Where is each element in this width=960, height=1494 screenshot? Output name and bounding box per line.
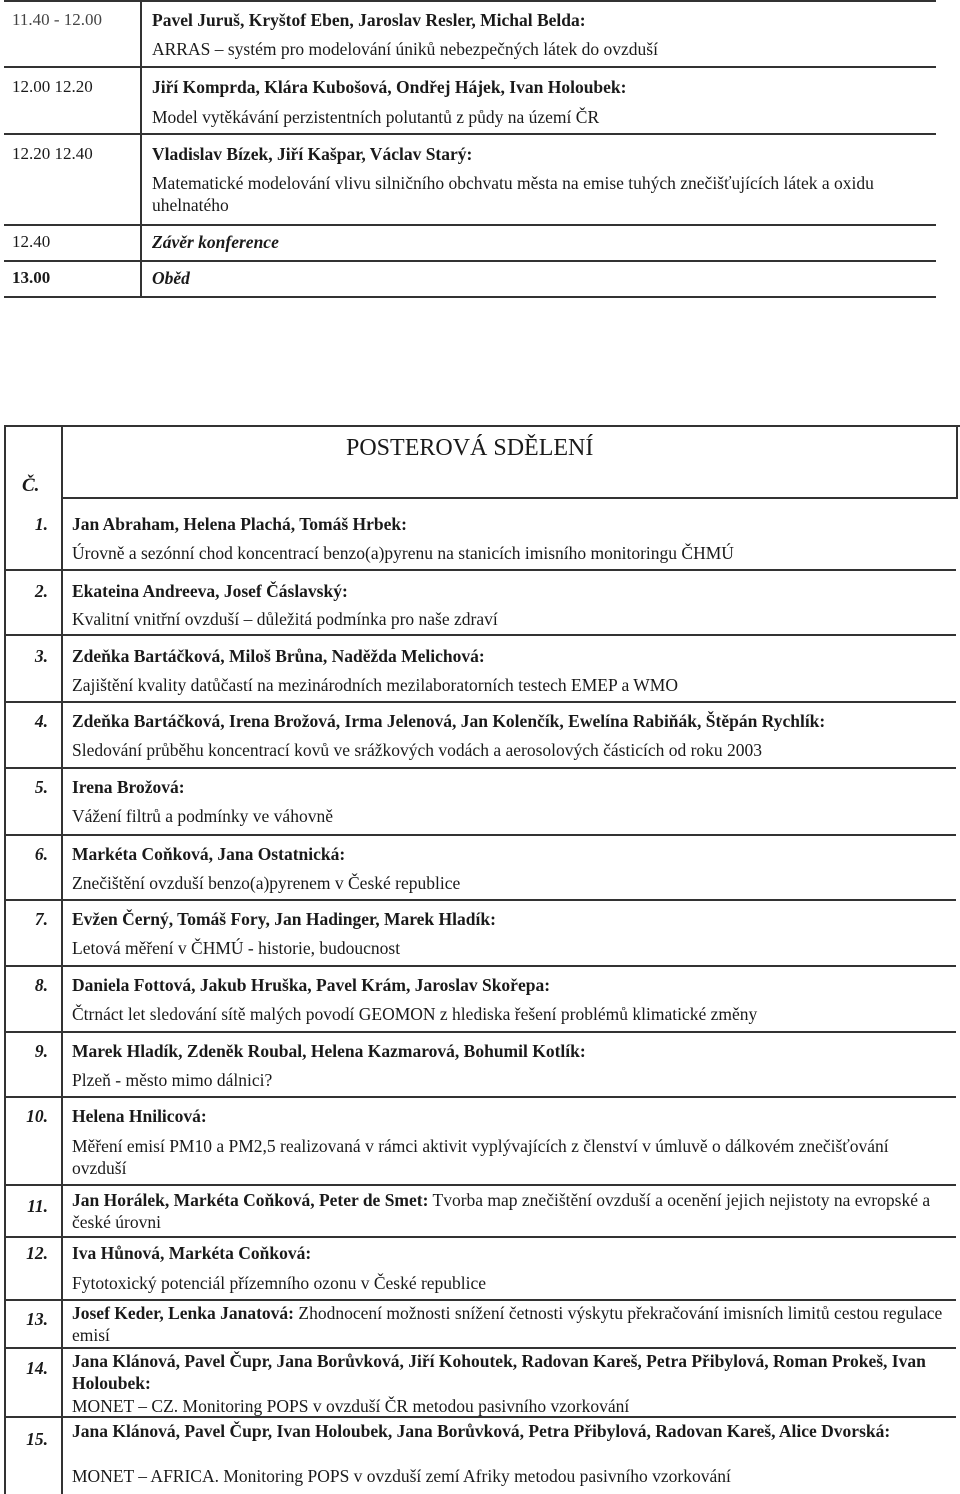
number-header: Č. <box>22 475 40 496</box>
poster-section-title: POSTEROVÁ SDĚLENÍ <box>346 435 594 461</box>
divider <box>4 260 936 262</box>
divider <box>4 66 936 68</box>
poster-title: Úrovně a sezónní chod koncentrací benzo(a)pyrenu na stanicích imisního monitoringu ČHMÚ <box>72 543 734 563</box>
poster-title: MONET – AFRICA. Monitoring POPS v ovzduší zemí Afriky metodou pasivního vzorkování <box>72 1466 731 1486</box>
poster-number: 15. <box>26 1429 48 1449</box>
poster-number: 12. <box>26 1243 48 1263</box>
column-divider <box>140 0 142 298</box>
poster-title: Zhodnocení možnosti snížení četnosti výskytu překračování imisních limitů cestou regulace emisí <box>72 1303 943 1345</box>
poster-title: Zajištění kvality datůčastí na mezinárodních mezilaboratorních testech EMEP a WMO <box>72 675 678 695</box>
poster-title: Vážení filtrů a podmínky ve váhovně <box>72 806 333 826</box>
poster-title: Letová měření v ČHMÚ - historie, budoucnost <box>72 938 401 958</box>
divider <box>4 224 936 226</box>
poster-authors: Evžen Černý, Tomáš Fory, Jan Hadinger, Marek Hladík: <box>72 909 496 929</box>
poster-authors: Ekateina Andreeva, Josef Čáslavský: <box>72 581 348 601</box>
poster-number: 4. <box>34 711 48 731</box>
divider <box>6 1031 956 1033</box>
program-authors: Jiří Komprda, Klára Kubošová, Ondřej Hájek, Ivan Holoubek: <box>152 77 627 97</box>
table-border-right <box>956 425 958 497</box>
divider <box>4 425 960 427</box>
poster-title: Plzeň - město mimo dálnici? <box>72 1070 273 1090</box>
program-title: Model vytěkávání perzistentních polutantů z půdy na území ČR <box>152 107 600 127</box>
program-label: Oběd <box>152 268 190 288</box>
divider <box>61 497 958 499</box>
poster-authors: Irena Brožová: <box>72 777 185 797</box>
divider <box>6 1347 956 1349</box>
program-label: Závěr konference <box>152 232 279 252</box>
poster-number: 5. <box>34 777 48 797</box>
poster-number: 2. <box>34 581 48 601</box>
poster-entry <box>72 1302 948 1346</box>
poster-title: Sledování průběhu koncentrací kovů ve srážkových vodách a aerosolových částicích od roku 2003 <box>72 740 763 760</box>
poster-number: 8. <box>34 975 48 995</box>
divider <box>4 0 936 2</box>
divider <box>6 1096 956 1098</box>
program-title: ARRAS – systém pro modelování úniků nebezpečných látek do ovzduší <box>152 39 658 59</box>
divider <box>6 899 956 901</box>
column-divider <box>61 425 63 1494</box>
divider <box>6 1236 956 1238</box>
poster-title: Měření emisí PM10 a PM2,5 realizovaná v rámci aktivit vyplývajících z členství v úmluvě o dálkovém znečišťování ovzduší <box>72 1136 889 1178</box>
poster-title: Čtrnáct let sledování sítě malých povodí GEOMON z hlediska řešení problémů klimatické změny <box>72 1004 758 1024</box>
divider <box>6 834 956 836</box>
poster-authors: Helena Hnilicová: <box>72 1106 207 1126</box>
poster-number: 6. <box>34 844 48 864</box>
poster-authors: Jan Horálek, Markéta Coňková, Peter de Smet: <box>72 1190 429 1210</box>
poster-title: MONET – CZ. Monitoring POPS v ovzduší ČR metodou pasivního vzorkování <box>72 1396 630 1416</box>
poster-authors: Josef Keder, Lenka Janatová: <box>72 1303 294 1323</box>
poster-authors: Daniela Fottová, Jakub Hruška, Pavel Krám, Jaroslav Skořepa: <box>72 975 551 995</box>
poster-number: 9. <box>34 1041 48 1061</box>
divider <box>6 1299 956 1301</box>
program-time: 12.20 12.40 <box>12 144 93 163</box>
poster-number: 7. <box>34 909 48 929</box>
divider <box>6 634 956 636</box>
divider <box>4 296 936 298</box>
poster-authors: Jana Klánová, Pavel Čupr, Ivan Holoubek, Jana Borůvková, Petra Přibylová, Radovan Kareš, Alice Dvorská: <box>72 1421 891 1441</box>
poster-authors: Iva Hůnová, Markéta Coňková: <box>72 1243 312 1263</box>
poster-authors: Zdeňka Bartáčková, Irena Brožová, Irma Jelenová, Jan Kolenčík, Ewelína Rabiňák, Štěpán Rychlík: <box>72 711 826 731</box>
divider <box>6 1184 956 1186</box>
program-authors: Vladislav Bízek, Jiří Kašpar, Václav Starý: <box>152 144 473 164</box>
poster-number: 3. <box>34 646 48 666</box>
poster-authors: Zdeňka Bartáčková, Miloš Brůna, Naděžda Melichová: <box>72 646 485 666</box>
poster-number: 11. <box>27 1196 48 1216</box>
poster-entry <box>72 1189 948 1233</box>
program-time: 12.00 12.20 <box>12 77 93 96</box>
poster-authors: Jan Abraham, Helena Plachá, Tomáš Hrbek: <box>72 514 407 534</box>
divider <box>4 133 936 135</box>
poster-number: 10. <box>26 1106 48 1126</box>
divider <box>6 569 956 571</box>
program-time: 12.40 <box>12 232 51 251</box>
poster-number: 14. <box>26 1358 48 1378</box>
divider <box>6 767 956 769</box>
divider <box>6 965 956 967</box>
poster-authors: Markéta Coňková, Jana Ostatnická: <box>72 844 346 864</box>
program-authors: Pavel Juruš, Kryštof Eben, Jaroslav Resler, Michal Belda: <box>152 10 586 30</box>
poster-title: Fytotoxický potenciál přízemního ozonu v České republice <box>72 1273 487 1293</box>
poster-title: Znečištění ovzduší benzo(a)pyrenem v České republice <box>72 873 461 893</box>
poster-authors: Marek Hladík, Zdeněk Roubal, Helena Kazmarová, Bohumil Kotlík: <box>72 1041 586 1061</box>
poster-title: Kvalitní vnitřní ovzduší – důležitá podmínka pro naše zdraví <box>72 609 498 629</box>
program-time: 13.00 <box>12 268 51 287</box>
divider <box>6 701 956 703</box>
poster-title: Tvorba map znečištění ovzduší a ocenění jejich nejistoty na evropské a české úrovni <box>72 1190 931 1232</box>
poster-number: 1. <box>34 514 48 534</box>
poster-authors: Jana Klánová, Pavel Čupr, Jana Borůvková, Jiří Kohoutek, Radovan Kareš, Petra Přibylová, Roman Prokeš, Ivan Holoubek: <box>72 1351 926 1393</box>
table-border-left <box>4 425 6 1494</box>
program-title: Matematické modelování vlivu silničního obchvatu města na emise tuhých znečišťujících látek a oxidu uhelnatého <box>152 173 874 215</box>
program-time: 11.40 - 12.00 <box>12 10 103 29</box>
poster-number: 13. <box>26 1309 48 1329</box>
